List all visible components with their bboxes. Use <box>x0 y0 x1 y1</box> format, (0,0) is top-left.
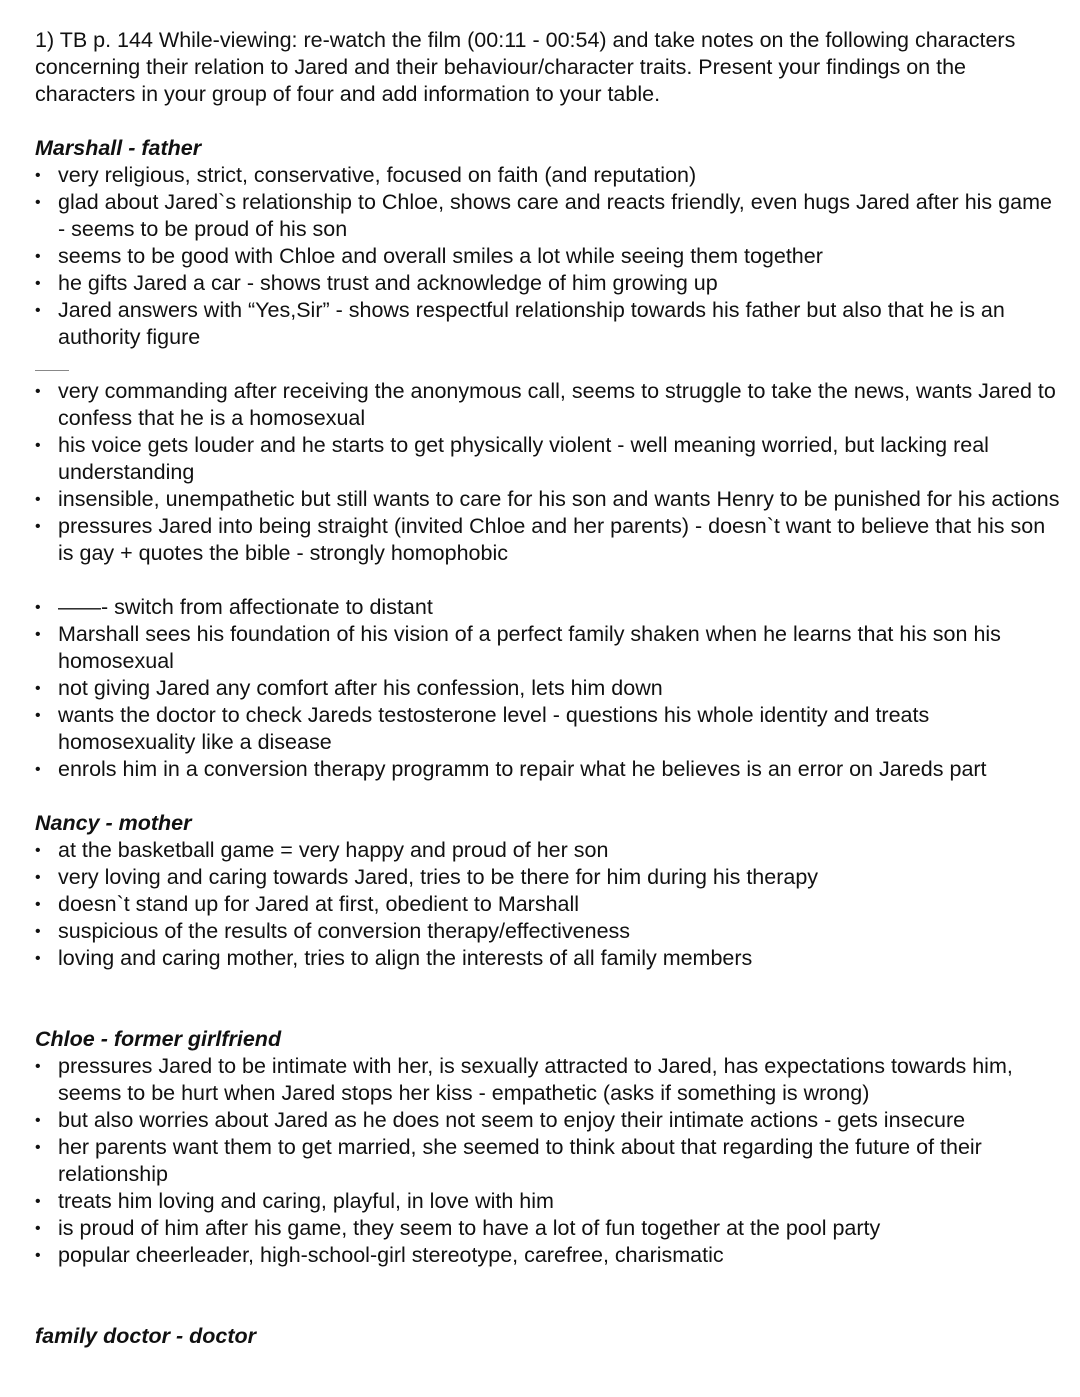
list-item: • very religious, strict, conservative, focused on faith (and reputation) <box>35 162 1060 189</box>
marshall-list-3 <box>35 594 1060 783</box>
document-page <box>35 27 1060 1350</box>
list-item: • treats him loving and caring, playful, in love with him <box>35 1188 1060 1215</box>
list-item: • her parents want them to get married, she seemed to think about that regarding the future of their relationship <box>35 1134 1060 1188</box>
list-item: • Jared answers with “Yes,Sir” - shows respectful relationship towards his father but also that he is an authority figure <box>35 297 1060 351</box>
heading-doctor: family doctor - doctor <box>35 1324 256 1348</box>
spacer <box>35 108 1060 135</box>
list-item: • wants the doctor to check Jareds testosterone level - questions his whole identity and treats homosexuality like a disease <box>35 702 1060 756</box>
list-item: • doesn`t stand up for Jared at first, obedient to Marshall <box>35 891 1060 918</box>
list-item: • insensible, unempathetic but still wants to care for his son and wants Henry to be punished for his actions <box>35 486 1060 513</box>
task-intro: 1) TB p. 144 While-viewing: re-watch the film (00:11 - 00:54) and take notes on the following characters concerning their relation to Jared and their behaviour/character traits. Present your findings on the characters in your group of four and add information to your table. <box>35 28 1016 106</box>
list-item: • popular cheerleader, high-school-girl stereotype, carefree, charismatic <box>35 1242 1060 1269</box>
marshall-list-2 <box>35 378 1060 567</box>
list-item: • at the basketball game = very happy and proud of her son <box>35 837 1060 864</box>
spacer <box>35 972 1060 1026</box>
separator <box>35 351 1060 378</box>
marshall-list-1 <box>35 162 1060 351</box>
nancy-list <box>35 837 1060 972</box>
list-item: • pressures Jared into being straight (invited Chloe and her parents) - doesn`t want to believe that his son is gay + quotes the bible - strongly homophobic <box>35 513 1060 567</box>
list-item: • his voice gets louder and he starts to get physically violent - well meaning worried, but lacking real understanding <box>35 432 1060 486</box>
short-rule <box>35 370 69 371</box>
list-item: • pressures Jared to be intimate with her, is sexually attracted to Jared, has expectations towards him, seems to be hurt when Jared stops her kiss - empathetic (asks if something is wrong) <box>35 1053 1060 1107</box>
list-item: • he gifts Jared a car - shows trust and acknowledge of him growing up <box>35 270 1060 297</box>
list-item: • glad about Jared`s relationship to Chloe, shows care and reacts friendly, even hugs Jared after his game - seems to be proud of his son <box>35 189 1060 243</box>
list-item: • loving and caring mother, tries to align the interests of all family members <box>35 945 1060 972</box>
list-item: • but also worries about Jared as he does not seem to enjoy their intimate actions - gets insecure <box>35 1107 1060 1134</box>
spacer <box>35 783 1060 810</box>
list-item: • is proud of him after his game, they seem to have a lot of fun together at the pool party <box>35 1215 1060 1242</box>
heading-nancy: Nancy - mother <box>35 811 192 835</box>
list-item: • ——- switch from affectionate to distant <box>35 594 1060 621</box>
heading-marshall: Marshall - father <box>35 136 202 160</box>
list-item: • suspicious of the results of conversion therapy/effectiveness <box>35 918 1060 945</box>
spacer <box>35 1269 1060 1323</box>
heading-chloe: Chloe - former girlfriend <box>35 1027 282 1051</box>
list-item: • Marshall sees his foundation of his vision of a perfect family shaken when he learns that his son his homosexual <box>35 621 1060 675</box>
list-item: • seems to be good with Chloe and overall smiles a lot while seeing them together <box>35 243 1060 270</box>
list-item: • not giving Jared any comfort after his confession, lets him down <box>35 675 1060 702</box>
spacer <box>35 567 1060 594</box>
chloe-list <box>35 1053 1060 1269</box>
list-item: • very commanding after receiving the anonymous call, seems to struggle to take the news, wants Jared to confess that he is a homosexual <box>35 378 1060 432</box>
list-item: • very loving and caring towards Jared, tries to be there for him during his therapy <box>35 864 1060 891</box>
list-item: • enrols him in a conversion therapy programm to repair what he believes is an error on Jareds part <box>35 756 1060 783</box>
